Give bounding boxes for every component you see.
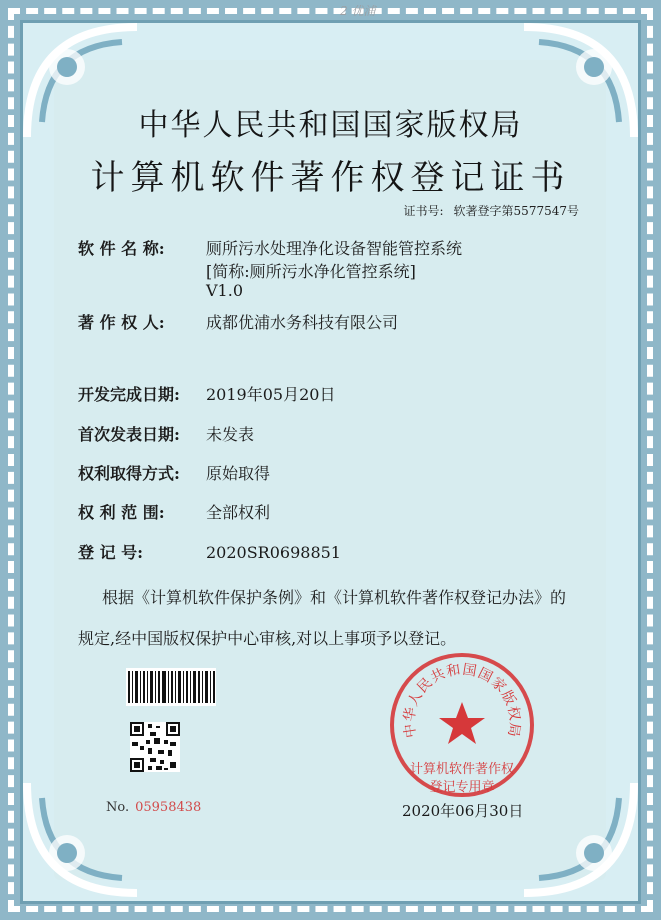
serial-prefix: No. <box>106 800 130 815</box>
acquisition-method-label: 权利取得方式: <box>78 464 180 483</box>
seal-ring-text: 中华人民共和国国家版权局 <box>401 661 523 739</box>
software-name-row <box>78 236 462 259</box>
rights-scope-label: 权 利 范 围: <box>78 503 165 522</box>
copyright-owner-label: 著 作 权 人: <box>78 313 165 332</box>
certificate-title: 计算机软件著作权登记证书 <box>90 158 571 198</box>
issue-date: 2020年06月30日 <box>402 802 524 820</box>
qr-code-image <box>130 722 180 772</box>
handwritten-note: 2 优浦 <box>340 4 376 18</box>
seal-inner-line-2: 登记专用章 <box>429 780 495 795</box>
corner-ornament-bottom-left <box>22 778 142 898</box>
completion-date-row <box>78 382 335 405</box>
certificate-number-label: 证书号: <box>403 204 444 218</box>
software-name-label: 软 件 名 称: <box>78 239 165 258</box>
statement-line-2: 规定,经中国版权保护中心审核,对以上事项予以登记。 <box>78 629 457 648</box>
barcode-image <box>126 668 216 706</box>
software-version: V1.0 <box>206 281 243 300</box>
registration-number-row <box>78 540 341 563</box>
software-name-value: 厕所污水处理净化设备智能管控系统 <box>206 239 463 258</box>
copyright-owner-value: 成都优浦水务科技有限公司 <box>206 313 399 332</box>
certificate-number <box>404 202 580 219</box>
first-publication-label: 首次发表日期: <box>78 425 180 444</box>
statement-line-1: 根据《计算机软件保护条例》和《计算机软件著作权登记办法》的 <box>102 588 567 607</box>
registration-number-value: 2020SR0698851 <box>206 543 341 562</box>
rights-scope-value: 全部权利 <box>206 503 271 522</box>
serial-number <box>106 800 201 815</box>
rights-scope-row <box>78 500 270 523</box>
seal-inner-line-1: 计算机软件著作权 <box>409 762 514 777</box>
first-publication-row <box>78 422 254 445</box>
issuer-title: 中华人民共和国国家版权局 <box>138 108 523 143</box>
corner-ornament-bottom-right <box>519 778 639 898</box>
serial-value: 05958438 <box>135 800 202 815</box>
registration-number-label: 登 记 号: <box>78 543 144 562</box>
software-short-name: [简称:厕所污水净化管控系统] <box>206 262 416 281</box>
copyright-owner-row <box>78 310 398 333</box>
completion-date-value: 2019年05月20日 <box>206 385 336 404</box>
completion-date-label: 开发完成日期: <box>78 385 180 404</box>
acquisition-method-value: 原始取得 <box>206 464 271 483</box>
first-publication-value: 未发表 <box>206 425 255 444</box>
certificate-number-value: 软著登字第5577547号 <box>453 204 579 218</box>
acquisition-method-row <box>78 461 270 484</box>
